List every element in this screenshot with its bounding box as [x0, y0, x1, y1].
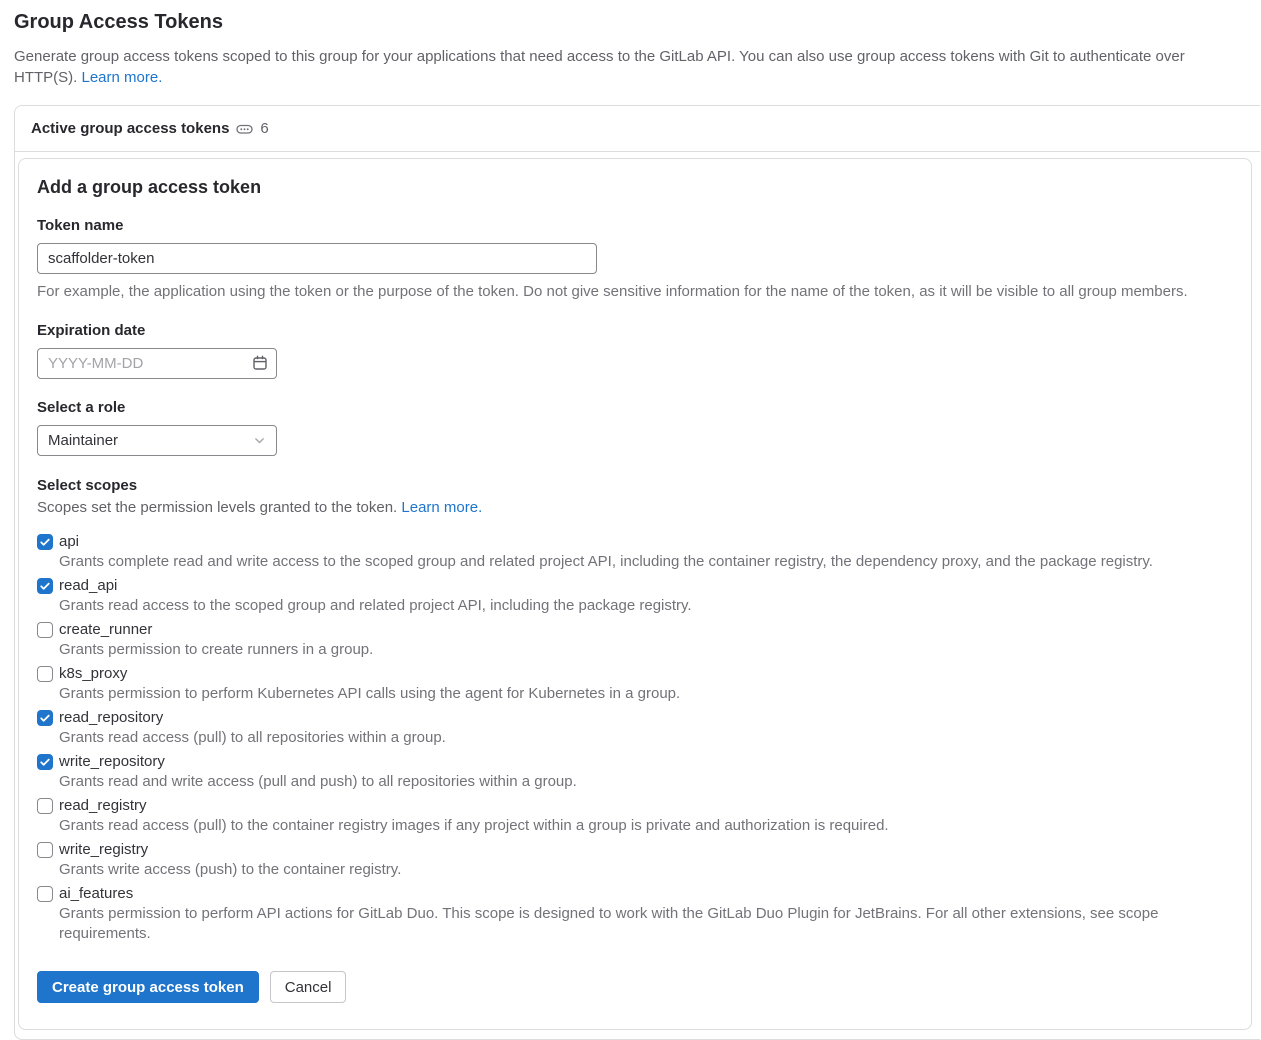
scope-checkbox[interactable]	[37, 798, 53, 814]
token-pill-icon	[236, 121, 253, 137]
scopes-description	[37, 498, 1231, 518]
select-scopes-label: Select scopes	[37, 477, 138, 494]
expiration-field-group	[37, 322, 1231, 379]
active-tokens-header	[15, 106, 1260, 152]
scope-description: Grants read access (pull) to all repositories within a group.	[59, 729, 446, 746]
token-name-label: Token name	[37, 217, 124, 234]
scope-row	[37, 796, 1231, 836]
active-tokens-count: 6	[260, 120, 269, 137]
scope-description: Grants complete read and write access to the scoped group and related project API, including the container registry, the dependency proxy, and the package registry.	[59, 553, 1153, 570]
scopes-description-text: Scopes set the permission levels granted to the token.	[37, 499, 398, 516]
scope-description: Grants read and write access (pull and push) to all repositories within a group.	[59, 773, 577, 790]
role-select-value: Maintainer	[48, 432, 119, 449]
scope-name[interactable]: k8s_proxy	[59, 665, 128, 682]
scope-text	[59, 708, 446, 748]
scope-name[interactable]: read_api	[59, 577, 118, 594]
scope-description: Grants permission to perform Kubernetes API calls using the agent for Kubernetes in a group.	[59, 685, 681, 702]
page-title: Group Access Tokens	[14, 11, 223, 33]
scope-description: Grants read access to the scoped group and related project API, including the package registry.	[59, 597, 692, 614]
scopes-list	[37, 532, 1231, 944]
token-name-input[interactable]	[37, 243, 597, 274]
page-description	[14, 46, 1261, 88]
scope-name[interactable]: create_runner	[59, 621, 153, 638]
scope-checkbox[interactable]	[37, 622, 53, 638]
chevron-down-icon	[253, 434, 266, 447]
scope-checkbox[interactable]	[37, 666, 53, 682]
scope-row	[37, 576, 1231, 616]
scope-description: Grants permission to perform API actions for GitLab Duo. This scope is designed to work with the GitLab Duo Plugin for JetBrains. For all other extensions, see scope requirements.	[59, 905, 1159, 942]
scope-row	[37, 620, 1231, 660]
scope-name[interactable]: read_registry	[59, 797, 147, 814]
page-learn-more-link[interactable]: Learn more.	[81, 69, 163, 86]
scope-row	[37, 884, 1231, 944]
cancel-button[interactable]: Cancel	[270, 971, 347, 1003]
scope-checkbox[interactable]	[37, 842, 53, 858]
scope-row	[37, 532, 1231, 572]
scope-checkbox[interactable]	[37, 754, 53, 770]
form-title: Add a group access token	[37, 177, 262, 197]
scope-text	[59, 532, 1153, 572]
scope-checkbox[interactable]	[37, 886, 53, 902]
scope-text	[59, 796, 889, 836]
scope-text	[59, 620, 373, 660]
scope-text	[59, 884, 1231, 944]
scope-text	[59, 752, 577, 792]
scope-text	[59, 576, 692, 616]
scope-row	[37, 752, 1231, 792]
scope-description: Grants read access (pull) to the container registry images if any project within a group is private and authorization is required.	[59, 817, 889, 834]
scope-name[interactable]: write_repository	[59, 753, 165, 770]
add-token-form	[18, 158, 1252, 1030]
scope-checkbox[interactable]	[37, 710, 53, 726]
scope-name[interactable]: read_repository	[59, 709, 164, 726]
scope-description: Grants write access (push) to the container registry.	[59, 861, 402, 878]
role-field-group	[37, 399, 1231, 456]
expiration-date-label: Expiration date	[37, 322, 146, 339]
token-name-help: For example, the application using the token or the purpose of the token. Do not give sensitive information for the name of the token, as it will be visible to all group members.	[37, 283, 1188, 300]
create-token-button[interactable]: Create group access token	[37, 971, 259, 1003]
scope-name[interactable]: ai_features	[59, 885, 134, 902]
active-tokens-heading: Active group access tokens	[31, 120, 230, 137]
expiration-date-input[interactable]	[37, 348, 277, 379]
scopes-learn-more-link[interactable]: Learn more.	[401, 499, 483, 516]
form-actions	[37, 971, 1231, 1003]
scope-description: Grants permission to create runners in a group.	[59, 641, 374, 658]
page-description-text: Generate group access tokens scoped to this group for your applications that need access to the GitLab API. You can also use group access tokens with Git to authenticate over HTTP(S).	[14, 48, 1185, 86]
scope-row	[37, 840, 1231, 880]
scope-checkbox[interactable]	[37, 578, 53, 594]
scope-row	[37, 664, 1231, 704]
scope-row	[37, 708, 1231, 748]
scope-text	[59, 840, 401, 880]
scope-name[interactable]: api	[59, 533, 80, 550]
scope-name[interactable]: write_registry	[59, 841, 149, 858]
panel-body	[15, 152, 1260, 1039]
role-label: Select a role	[37, 399, 126, 416]
token-name-field-group	[37, 217, 1231, 302]
scope-checkbox[interactable]	[37, 534, 53, 550]
scope-text	[59, 664, 680, 704]
role-select[interactable]	[37, 425, 277, 456]
active-tokens-panel	[14, 105, 1260, 1040]
